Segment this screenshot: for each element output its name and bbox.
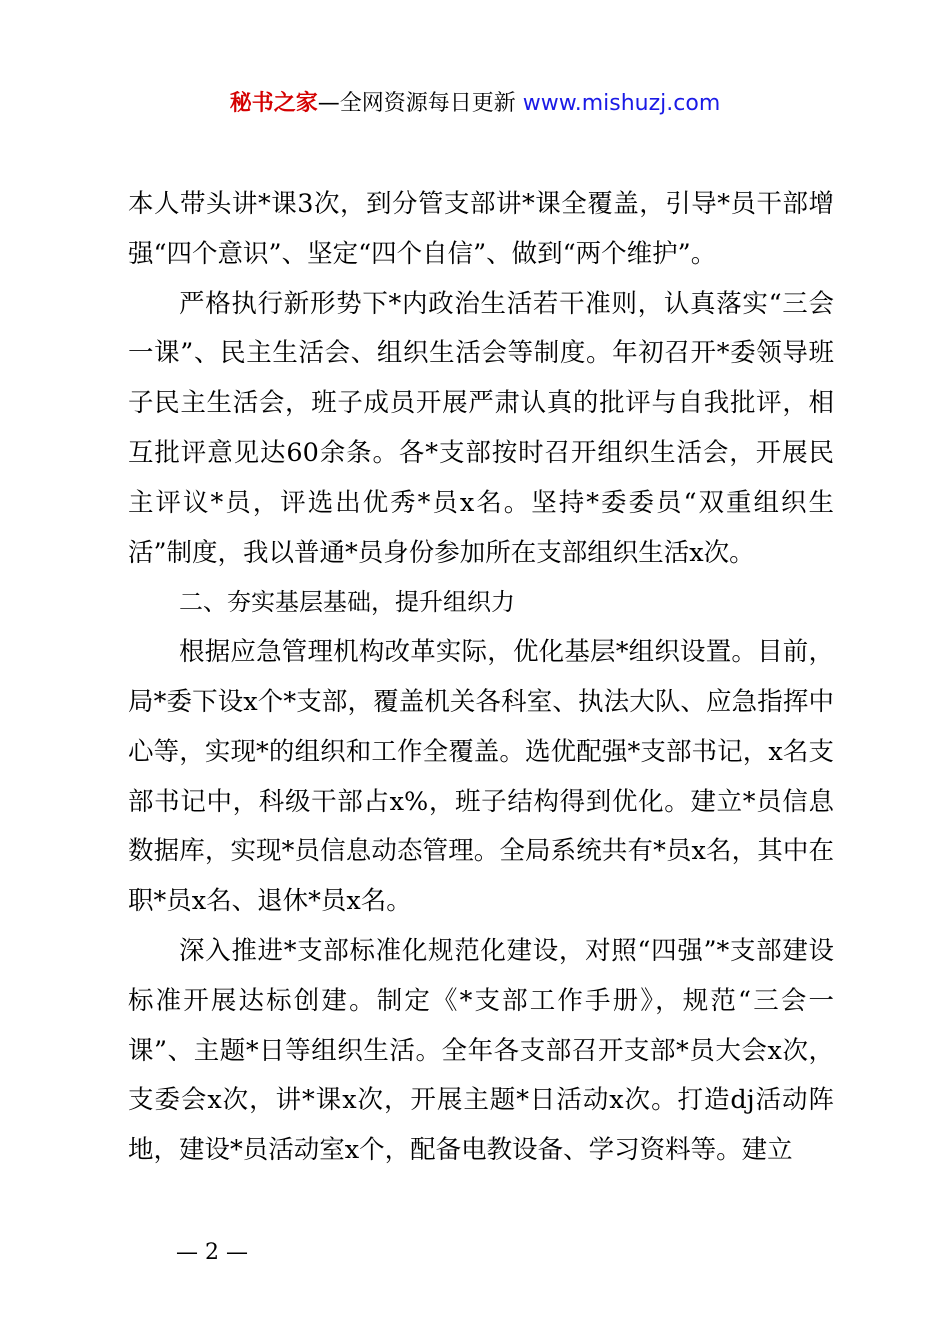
header-tagline: —全网资源每日更新 (317, 91, 523, 116)
paragraph-org-setup: 根据应急管理机构改革实际，优化基层*组织设置。目前，局*委下设x个*支部，覆盖机关各科室、执法大队、应急指挥中心等，实现*的组织和工作全覆盖。选优配强*支部书记，x名支部书记中，科级干部占x%，班子结构得到优化。建立*员信息数据库，实现*员信息动态管理。全局系统共有*员x名，其中在职*员x名、退休*员x名。 (128, 637, 834, 917)
paragraph-standardization: 深入推进*支部标准化规范化建设，对照“四强”*支部建设标准开展达标创建。制定《*支部工作手册》，规范“三会一课”、主题*日等组织生活。全年各支部召开支部*员大会x次，支委会x次，讲*课x次，开展主题*日活动x次。打造dj活动阵地，建设*员活动室x个，配备电教设备、学习资料等。建立 (128, 935, 834, 1166)
brand-name: 秘书之家 (229, 91, 318, 116)
header-url-link[interactable]: www.mishuzj.com (522, 91, 721, 116)
document-body (128, 180, 834, 1176)
paragraph-org-life: 严格执行新形势下*内政治生活若干准则，认真落实“三会一课”、民主生活会、组织生活会等制度。年初召开*委领导班子民主生活会，班子成员开展严肃认真的批评与自我批评，相互批评意见达60余条。各*支部按时召开组织生活会，开展民主评议*员，评选出优秀*员x名。坚持*委委员“双重组织生活”制度，我以普通*员身份参加所在支部组织生活x次。 (128, 288, 834, 568)
site-header (0, 88, 950, 120)
section-heading: 二、夯实基层基础，提升组织力 (179, 588, 515, 617)
paragraph-continued: 本人带头讲*课3次，到分管支部讲*课全覆盖，引导*员干部增强“四个意识”、坚定“四个自信”、做到“两个维护”。 (128, 189, 834, 269)
page-number: — 2 — (176, 1240, 248, 1265)
